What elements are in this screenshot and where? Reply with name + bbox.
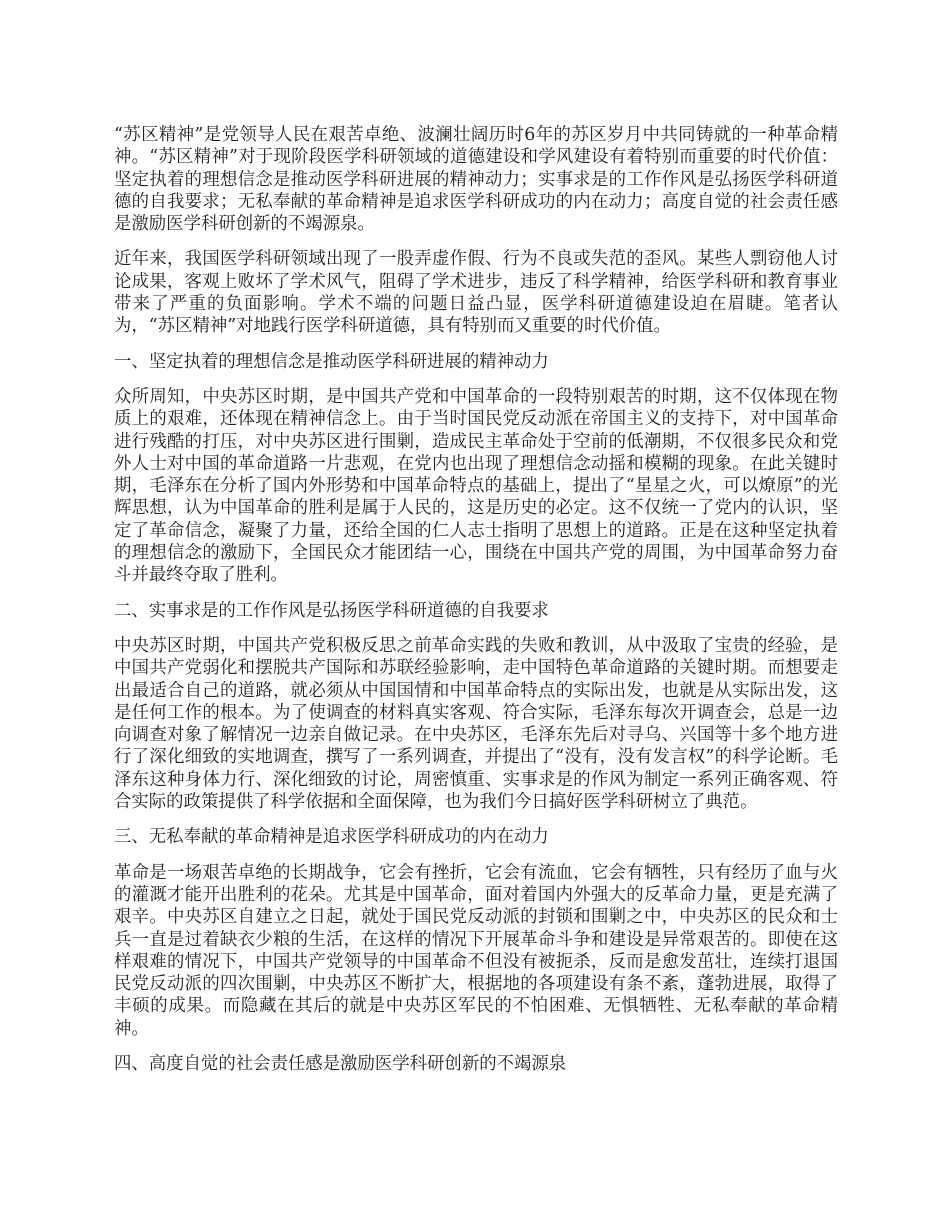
intro-paragraph: “苏区精神”是党领导人民在艰苦卓绝、波澜壮阔历时6年的苏区岁月中共同铸就的一种革命精神。“苏区精神”对于现阶段医学科研领域的道德建设和学风建设有着特别而重要的时代价值：坚定执着的理想信念是推动医学科研进展的精神动力；实事求是的工作作风是弘扬医学科研道德的自我要求；无私奉献的革命精神是追求医学科研成功的内在动力；高度自觉的社会责任感是激励医学科研创新的不竭源泉。 <box>114 125 838 235</box>
section-heading-4: 四、高度自觉的社会责任感是激励医学科研创新的不竭源泉 <box>114 1053 567 1074</box>
document-page <box>114 124 838 1088</box>
section-3-paragraph: 革命是一场艰苦卓绝的长期战争，它会有挫折，它会有流血，它会有牺牲，只有经历了血与火的灌溉才能开出胜利的花朵。尤其是中国革命，面对着国内外强大的反革命力量，更是充满了艰辛。中央苏区自建立之日起，就处于国民党反动派的封锁和围剿之中，中央苏区的民众和士兵一直是过着缺衣少粮的生活，在这样的情况下开展革命斗争和建设是异常艰苦的。即使在这样艰难的情况下，中国共产党领导的中国革命不但没有被扼杀，反而是愈发茁壮，连续打退国民党反动派的四次围剿，中央苏区不断扩大，根据地的各项建设有条不紊，蓬勃进展，取得了丰硕的成果。而隐藏在其后的就是中央苏区军民的不怕困难、无惧牺牲、无私奉献的革命精神。 <box>114 862 838 1039</box>
section-heading-3: 三、无私奉献的革命精神是追求医学科研成功的内在动力 <box>114 827 549 848</box>
section-2-paragraph: 中央苏区时期，中国共产党积极反思之前革命实践的失败和教训，从中汲取了宝贵的经验，是中国共产党弱化和摆脱共产国际和苏联经验影响，走中国特色革命道路的关键时期。而想要走出最适合自己的道路，就必须从中国国情和中国革命特点的实际出发，也就是从实际出发，这是任何工作的根本。为了使调查的材料真实客观、符合实际，毛泽东每次开调查会，总是一边向调查对象了解情况一边亲自做记录。在中央苏区，毛泽东先后对寻乌、兴国等十多个地方进行了深化细致的实地调查，撰写了一系列调查，并提出了“没有，没有发言权”的科学论断。毛泽东这种身体力行、深化细致的讨论，周密慎重、实事求是的作风为制定一系列正确客观、符合实际的政策提供了科学依据和全面保障，也为我们今日搞好医学科研树立了典范。 <box>114 635 838 813</box>
section-heading-2: 二、实事求是的工作作风是弘扬医学科研道德的自我要求 <box>114 600 549 621</box>
section-heading-1: 一、坚定执着的理想信念是推动医学科研进展的精神动力 <box>114 351 549 372</box>
background-paragraph: 近年来，我国医学科研领域出现了一股弄虚作假、行为不良或失范的歪风。某些人剽窃他人讨论成果，客观上败坏了学术风气，阻碍了学术进步，违反了科学精神，给医学科研和教育事业带来了严重的负面影响。学术不端的问题日益凸显，医学科研道德建设迫在眉睫。笔者认为，“苏区精神”对地践行医学科研道德，具有特别而又重要的时代价值。 <box>114 249 838 337</box>
section-1-paragraph: 众所周知，中央苏区时期，是中国共产党和中国革命的一段特别艰苦的时期，这不仅体现在物质上的艰难，还体现在精神信念上。由于当时国民党反动派在帝国主义的支持下，对中国革命进行残酷的打压，对中央苏区进行围剿，造成民主革命处于空前的低潮期，不仅很多民众和党外人士对中国的革命道路一片悲观，在党内也出现了理想信念动摇和模糊的现象。在此关键时期，毛泽东在分析了国内外形势和中国革命特点的基础上，提出了“星星之火，可以燎原”的光辉思想，认为中国革命的胜利是属于人民的，这是历史的必定。这不仅统一了党内的认识，坚定了革命信念，凝聚了力量，还给全国的仁人志士指明了思想上的道路。正是在这种坚定执着的理想信念的激励下，全国民众才能团结一心，围绕在中国共产党的周围，为中国革命努力奋斗并最终夺取了胜利。 <box>114 386 838 586</box>
